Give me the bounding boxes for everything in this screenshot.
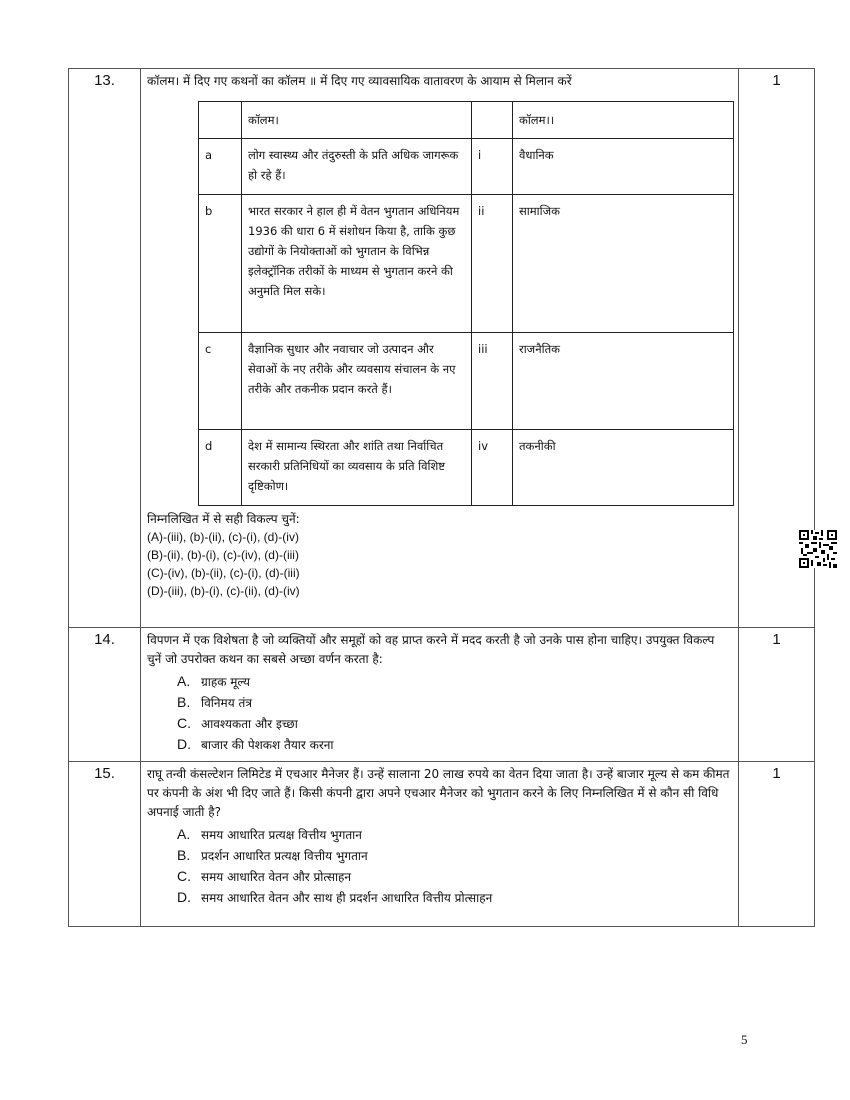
option-letter: A. — [177, 673, 191, 689]
answer-choice: (B)-(ii), (b)-(i), (c)-(iv), (d)-(iii) — [147, 548, 299, 562]
question-body — [141, 69, 739, 628]
question-row-14 — [69, 628, 815, 762]
question-text: कॉलम। में दिए गए कथनों का कॉलम ॥ में दिए गए व्यावसायिक वातावरण के आयाम से मिलान करें — [147, 74, 572, 88]
question-body — [141, 762, 739, 927]
option-letter: B. — [177, 847, 191, 863]
answer-choice: (A)-(iii), (b)-(ii), (c)-(i), (d)-(iv) — [147, 530, 299, 544]
match-table-header — [199, 102, 734, 139]
dimension: तकनीकी — [513, 430, 734, 506]
statement: देश में सामान्य स्थिरता और शांति तथा निर्वाचित सरकारी प्रतिनिधियों का व्यवसाय के प्रति विशिष्ट दृष्टिकोण। — [242, 430, 472, 506]
answer-choice: (C)-(iv), (b)-(ii), (c)-(i), (d)-(iii) — [147, 566, 300, 580]
row-numeral: iii — [472, 333, 513, 430]
dimension: राजनैतिक — [513, 333, 734, 430]
option-item — [177, 845, 732, 866]
question-table — [68, 68, 815, 927]
question-number: 13. — [69, 69, 141, 628]
dimension: सामाजिक — [513, 195, 734, 333]
option-item — [177, 671, 732, 692]
page-number: 5 — [741, 1032, 748, 1047]
header-column-1: कॉलम। — [242, 102, 472, 139]
match-table — [198, 101, 734, 506]
option-text: बाजार की पेशकश तैयार करना — [201, 738, 334, 752]
option-text: विनिमय तंत्र — [201, 696, 252, 710]
option-item — [177, 692, 732, 713]
qr-code-icon — [799, 530, 837, 568]
option-item — [177, 713, 732, 734]
option-item — [177, 866, 732, 887]
option-item — [177, 734, 732, 755]
option-item — [177, 824, 732, 845]
row-label: c — [199, 333, 242, 430]
choice-prompt: निम्नलिखित में से सही विकल्प चुनें: — [147, 512, 300, 526]
question-text: विपणन में एक विशेषता है जो व्यक्तियों और समूहों को वह प्राप्त करने में मदद करती है जो उनके पास होना चाहिए। उपयुक्त विकल्प चुनें जो उपरोक्त कथन का सबसे अच्छा वर्णन करता है: — [147, 633, 715, 666]
option-letter: A. — [177, 826, 191, 842]
option-letter: D. — [177, 736, 191, 752]
header-cell — [199, 102, 242, 139]
marks: 1 — [739, 762, 815, 927]
option-list — [177, 824, 732, 908]
match-row-b — [199, 195, 734, 333]
option-item — [177, 887, 732, 908]
question-row-15 — [69, 762, 815, 927]
marks: 1 — [739, 69, 815, 628]
question-number: 14. — [69, 628, 141, 762]
row-numeral: ii — [472, 195, 513, 333]
marks: 1 — [739, 628, 815, 762]
statement: लोग स्वास्थ्य और तंदुरुस्ती के प्रति अधिक जागरूक हो रहे हैं। — [242, 139, 472, 195]
header-cell — [472, 102, 513, 139]
option-text: प्रदर्शन आधारित प्रत्यक्ष वित्तीय भुगतान — [201, 849, 368, 863]
option-text: ग्राहक मूल्य — [201, 675, 250, 689]
option-text: समय आधारित वेतन और साथ ही प्रदर्शन आधारित वित्तीय प्रोत्साहन — [201, 891, 493, 905]
match-row-c — [199, 333, 734, 430]
option-letter: B. — [177, 694, 191, 710]
row-numeral: iv — [472, 430, 513, 506]
option-text: समय आधारित वेतन और प्रोत्साहन — [201, 870, 352, 884]
row-label: a — [199, 139, 242, 195]
dimension: वैधानिक — [513, 139, 734, 195]
match-row-d — [199, 430, 734, 506]
option-letter: C. — [177, 868, 191, 884]
row-label: d — [199, 430, 242, 506]
question-text: राघू तन्वी कंसल्टेशन लिमिटेड में एचआर मैनेजर हैं। उन्हें सालाना 20 लाख रुपये का वेतन दिया जाता है। उन्हें बाजार मूल्य से कम कीमत पर कंपनी के अंश भी दिए जाते हैं। किसी कंपनी द्वारा अपने एचआर मैनेजर को भुगतान करने के लिए निम्नलिखित में से कौन सी विधि अपनाई जाती है? — [147, 767, 730, 819]
row-numeral: i — [472, 139, 513, 195]
statement: वैज्ञानिक सुधार और नवाचार जो उत्पादन और सेवाओं के नए तरीके और व्यवसाय संचालन के नए तरीके और तकनीक प्रदान करते हैं। — [242, 333, 472, 430]
question-number: 15. — [69, 762, 141, 927]
answer-choices — [147, 528, 732, 600]
row-label: b — [199, 195, 242, 333]
option-text: आवश्यकता और इच्छा — [201, 717, 298, 731]
option-text: समय आधारित प्रत्यक्ष वित्तीय भुगतान — [201, 828, 362, 842]
option-list — [177, 671, 732, 755]
statement: भारत सरकार ने हाल ही में वेतन भुगतान अधिनियम 1936 की धारा 6 में संशोधन किया है, ताकि कुछ उद्योगों के नियोक्ताओं को भुगतान के विभिन्न इलेक्ट्रॉनिक तरीकों के माध्यम से भुगतान करने की अनुमति मिल सके। — [242, 195, 472, 333]
question-row-13 — [69, 69, 815, 628]
header-column-2: कॉलम।। — [513, 102, 734, 139]
answer-choice: (D)-(iii), (b)-(i), (c)-(ii), (d)-(iv) — [147, 584, 300, 598]
question-body — [141, 628, 739, 762]
option-letter: C. — [177, 715, 191, 731]
match-row-a — [199, 139, 734, 195]
option-letter: D. — [177, 889, 191, 905]
